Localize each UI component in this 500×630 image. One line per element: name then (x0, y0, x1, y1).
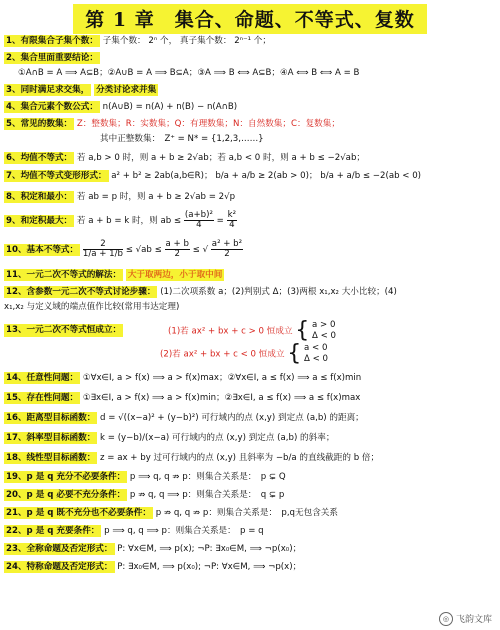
item-label: 10、基本不等式： (6, 245, 79, 255)
item-label: 9、和定积最大： (6, 216, 73, 226)
condition-delta: Δ < 0 (304, 354, 329, 364)
item-4 (0, 102, 500, 113)
denominator: 2 (174, 249, 180, 259)
item-19 (0, 472, 500, 483)
item-text: d = √((x−a)² + (y−b)²) 可行域内的点 (x,y) 到定点 (a,b) 的距离； (100, 413, 364, 423)
left-brace-icon: { (295, 318, 310, 343)
item-label: 19、p 是 q 充分不必要条件： (6, 472, 126, 482)
item-9 (0, 211, 500, 230)
item-text: ①A∩B = A ⟹ A⊆B；②A∪B = A ⟹ B⊆A；③A ⟹ B ⟺ A⊆B；④A ⟺ B ⟺ A = B (18, 68, 360, 78)
item-text: 若 a + b = k 时，则 ab ≤ (76, 216, 182, 226)
fraction (211, 240, 243, 259)
item-16 (0, 413, 500, 424)
item-label: 4、集合元素个数公式： (6, 102, 98, 112)
item-text: 若 a,b > 0 时，则 a + b ≥ 2√ab；若 a,b < 0 时，则 a + b ≤ −2√ab； (76, 153, 366, 163)
item-label: 24、特称命题及否定形式： (6, 562, 113, 572)
item-text: p ⇏ q, q ⟹ p：则集合关系是： q ⊊ p (129, 490, 285, 500)
numerator: (a+b)² (184, 210, 213, 220)
item-3 (0, 85, 500, 96)
item-text: 子集个数： 2ⁿ 个， 真子集个数： 2ⁿ⁻¹ 个； (102, 36, 271, 46)
item-22 (0, 526, 500, 537)
item-5-detail (0, 134, 500, 145)
item-13 (0, 320, 500, 364)
fraction (184, 211, 214, 230)
condition-delta: Δ < 0 (312, 331, 337, 341)
watermark-text: 飞韵文库 (455, 614, 492, 625)
item-label: 22、p 是 q 充要条件： (6, 526, 100, 536)
item-text: a² + b² ≥ 2ab(a,b∈R)； (111, 171, 213, 181)
item-label: 11、一元二次不等式的解法： (6, 270, 122, 280)
fraction (165, 240, 190, 259)
item-text: p ⟹ q, q ⟹ p：则集合关系是： p = q (104, 526, 264, 536)
item-label: 20、p 是 q 必要不充分条件： (6, 490, 126, 500)
item-24 (0, 562, 500, 573)
item-label: 13、一元二次不等式恒成立： (6, 325, 122, 335)
item-formula-2: b/a + a/b ≤ −2(ab < 0) (320, 171, 422, 181)
item-8 (0, 192, 500, 203)
condition-a: a > 0 (312, 320, 336, 330)
item-15 (0, 393, 500, 404)
item-label: 17、斜率型目标函数： (6, 433, 96, 443)
item-text: n(A∪B) = n(A) + n(B) − n(A∩B) (102, 102, 238, 112)
item-7 (0, 171, 500, 182)
item-text: (1)二次项系数 a；(2)判别式 Δ；(3)两根 x₁,x₂ 大小比较；(4) (160, 287, 397, 297)
item-label: 7、均值不等式变形形式： (6, 171, 107, 181)
item-label: 15、存在性问题： (6, 393, 79, 403)
item-label: 3、同时满足求交集， (6, 85, 90, 95)
item-text: 分类讨论求并集 (96, 85, 157, 95)
item-2-detail (0, 68, 500, 79)
item-label: 2、集合里面重要结论： (6, 53, 98, 63)
item-text: P: ∃x₀∈M, ⟹ p(x₀); ¬P: ∀x∈M, ⟹ ¬p(x)； (117, 562, 302, 572)
condition-text: (2)若 ax² + bx + c < 0 恒成立 (160, 349, 285, 360)
item-label: 8、积定和最小： (6, 192, 73, 202)
item-1 (0, 36, 500, 47)
fraction (83, 240, 123, 259)
denominator: 2 (224, 249, 230, 259)
denominator: 1/a + 1/b (82, 249, 123, 259)
condition-stack (312, 320, 336, 342)
fraction (227, 211, 237, 230)
item-6 (0, 153, 500, 164)
item-11 (0, 270, 500, 281)
item-18 (0, 453, 500, 464)
item-text: P: ∀x∈M, ⟹ p(x); ¬P: ∃x₀∈M, ⟹ ¬p(x₀)； (117, 544, 302, 554)
item-label: 14、任意性问题： (6, 373, 79, 383)
numerator: k² (227, 210, 237, 220)
condition-stack (304, 343, 328, 365)
watermark-logo-icon: ◎ (439, 612, 453, 626)
item-text: 其中正整数集： Z⁺ = N* = {1,2,3,……} (100, 134, 264, 144)
inequality-text: ≤ √ (192, 245, 209, 255)
item-5 (0, 119, 500, 130)
item-text: k = (y−b)/(x−a) 可行域内的点 (x,y) 到定点 (a,b) 的斜率； (100, 433, 335, 443)
item-label: 23、全称命题及否定形式： (6, 544, 113, 554)
condition-text: (1)若 ax² + bx + c > 0 恒成立 (168, 326, 293, 337)
denominator: 4 (229, 220, 235, 230)
item-17 (0, 433, 500, 444)
item-formula-1: b/a + a/b ≥ 2(ab > 0)； (215, 171, 318, 181)
equals-sign: = (216, 216, 224, 226)
item-label: 12、含参数一元二次不等式讨论步骤： (6, 287, 156, 297)
item-12-detail (0, 302, 500, 313)
item-text: z = ax + by 过可行域内的点 (x,y) 且斜率为 −b/a 的直线截距的 b 倍； (100, 453, 380, 463)
numerator: a² + b² (211, 239, 243, 249)
case-1 (168, 320, 336, 342)
item-21 (0, 508, 500, 519)
item-text: Z：整数集；R：实数集；Q：有理数集；N：自然数集；C：复数集； (76, 119, 340, 129)
item-text: 若 ab = p 时，则 a + b ≥ 2√ab = 2√p (76, 192, 236, 202)
case-2 (160, 343, 328, 365)
chapter-header (0, 0, 500, 34)
item-20 (0, 490, 500, 501)
item-label: 6、均值不等式： (6, 153, 73, 163)
item-label: 5、常见的数集： (6, 119, 73, 129)
item-text: p ⇏ q, q ⇏ p：则集合关系是： p,q无包含关系 (155, 508, 338, 518)
item-label: 21、p 是 q 既不充分也不必要条件： (6, 508, 151, 518)
item-12 (0, 287, 500, 298)
item-label: 16、距离型目标函数： (6, 413, 96, 423)
denominator: 4 (196, 220, 202, 230)
inequality-text: ≤ √ab ≤ (125, 245, 162, 255)
item-label: 18、线性型目标函数： (6, 453, 96, 463)
item-text: ①∀x∈I, a > f(x) ⟹ a > f(x)max；②∀x∈I, a ≤ f(x) ⟹ a ≤ f(x)min (82, 373, 362, 383)
left-brace-icon: { (287, 341, 302, 366)
item-2 (0, 53, 500, 64)
item-14 (0, 373, 500, 384)
item-label: 1、有限集合子集个数： (6, 36, 98, 46)
item-text: x₁,x₂ 与定义域的端点值作比较(常用韦达定理) (4, 302, 180, 312)
chapter-title: 第 1 章 集合、命题、不等式、复数 (73, 4, 426, 34)
item-text: ①∃x∈I, a > f(x) ⟹ a > f(x)min；②∃x∈I, a ≤ f(x) ⟹ a ≤ f(x)max (82, 393, 361, 403)
item-text: p ⟹ q, q ⇏ p：则集合关系是： p ⊊ Q (129, 472, 286, 482)
item-text: 大于取两边，小于取中间 (127, 270, 223, 280)
numerator: a + b (165, 239, 189, 249)
condition-a: a < 0 (304, 343, 328, 353)
numerator: 2 (83, 240, 123, 250)
item-10 (0, 240, 500, 259)
item-23 (0, 544, 500, 555)
watermark (439, 612, 492, 627)
